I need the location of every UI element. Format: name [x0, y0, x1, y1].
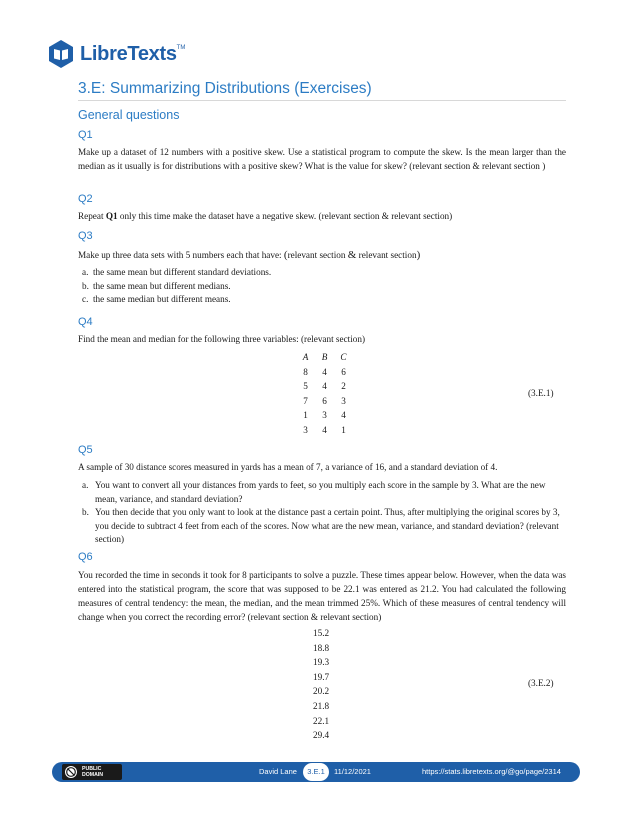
list-item: 22.1: [313, 715, 330, 726]
page-title: 3.E: Summarizing Distributions (Exercises): [78, 80, 372, 97]
list-item: b. the same mean but different medians.: [82, 280, 231, 291]
footer-page-id: 3.E.1: [303, 763, 329, 781]
list-item: b. You then decide that you only want to look at the distance past a certain point. Thus, after multiplying the original scores by 3, you decide to subtract 4 feet from each of the scores. Now what are the new mean, variance, and standard deviation? (relevant section): [82, 507, 560, 544]
section-heading: General questions: [78, 108, 180, 122]
badge-text: PUBLIC DOMAIN: [82, 766, 104, 778]
q5-list: [82, 479, 566, 547]
q4-variables-table: [296, 350, 353, 437]
list-item: 18.8: [313, 642, 330, 653]
q2-heading: Q2: [78, 193, 93, 205]
footer-url-link[interactable]: https://stats.libretexts.org/@go/page/2314: [422, 767, 561, 776]
list-item: 19.7: [313, 671, 330, 682]
q3-heading: Q3: [78, 230, 93, 242]
list-item: 29.4: [313, 730, 330, 741]
q4-text: Find the mean and median for the following three variables: (relevant section): [78, 334, 366, 344]
footer-date: 11/12/2021: [334, 767, 371, 776]
q1-heading: Q1: [78, 129, 93, 141]
q6-text: You recorded the time in seconds it took for 8 participants to solve a puzzle. These times appear below. However, when the data was entered into the statistical program, the score that was supposed to be 22.1 was entered as 21.2. You had calculated the following measures of central tendency: the mean, the median, and the mean trimmed 25%. Which of these measures of central tendency will change when you correct the recording error? (relevant section & relevant section): [78, 570, 566, 622]
title-divider: [78, 100, 566, 101]
list-item: a. the same mean but different standard deviations.: [82, 267, 272, 277]
list-item: 21.8: [313, 700, 330, 711]
q3-link-2[interactable]: relevant section: [356, 250, 417, 260]
list-item: a. You want to convert all your distances from yards to feet, so you multiply each score in the sample by 3. What are the new mean, variance, and standard deviation?: [82, 480, 546, 504]
list-item: 20.2: [313, 686, 330, 697]
q6-heading: Q6: [78, 551, 93, 563]
equation-number: (3.E.2): [528, 678, 554, 688]
logo-trademark: TM: [176, 45, 186, 51]
q2-text: Repeat Q1 only this time make the dataset have a negative skew. (relevant section & relevant section): [78, 211, 453, 221]
table-row: 8 4 6: [303, 366, 346, 377]
q3-link-1[interactable]: relevant section: [287, 250, 348, 260]
list-item: 19.3: [313, 657, 330, 668]
public-domain-badge[interactable]: [62, 764, 122, 780]
q1-text: Make up a dataset of 12 numbers with a positive skew. Use a statistical program to compute the skew. Is the mean larger than the median as it usually is for distributions with a positive skew? What is the value for skew? (relevant section & relevant section ): [78, 147, 566, 171]
table-row: 1 3 4: [303, 410, 346, 421]
q4-heading: Q4: [78, 316, 93, 328]
table-row: 5 4 2: [303, 381, 346, 392]
table-row: 3 4 1: [303, 424, 346, 435]
q6-values-list: [313, 626, 329, 743]
q5-text: A sample of 30 distance scores measured in yards has a mean of 7, a variance of 16, and a standard deviation of 4.: [78, 462, 498, 472]
list-item: 15.2: [313, 628, 330, 638]
libretexts-logo-icon: [46, 39, 76, 69]
q3-intro: Make up three data sets with 5 numbers each that have: (relevant section & relevant section): [78, 249, 421, 261]
q3-list: [82, 266, 566, 307]
table-header-row: A B C: [302, 352, 347, 363]
libretexts-logo[interactable]: [46, 38, 185, 70]
q5-heading: Q5: [78, 444, 93, 456]
list-item: c. the same median but different means.: [82, 294, 231, 304]
footer-author: David Lane: [259, 767, 297, 776]
q2-bold-ref: Q1: [105, 211, 118, 221]
public-domain-icon: [64, 765, 78, 779]
logo-text: LibreTexts: [80, 42, 177, 65]
equation-number: (3.E.1): [528, 388, 554, 398]
table-row: 7 6 3: [303, 395, 346, 406]
